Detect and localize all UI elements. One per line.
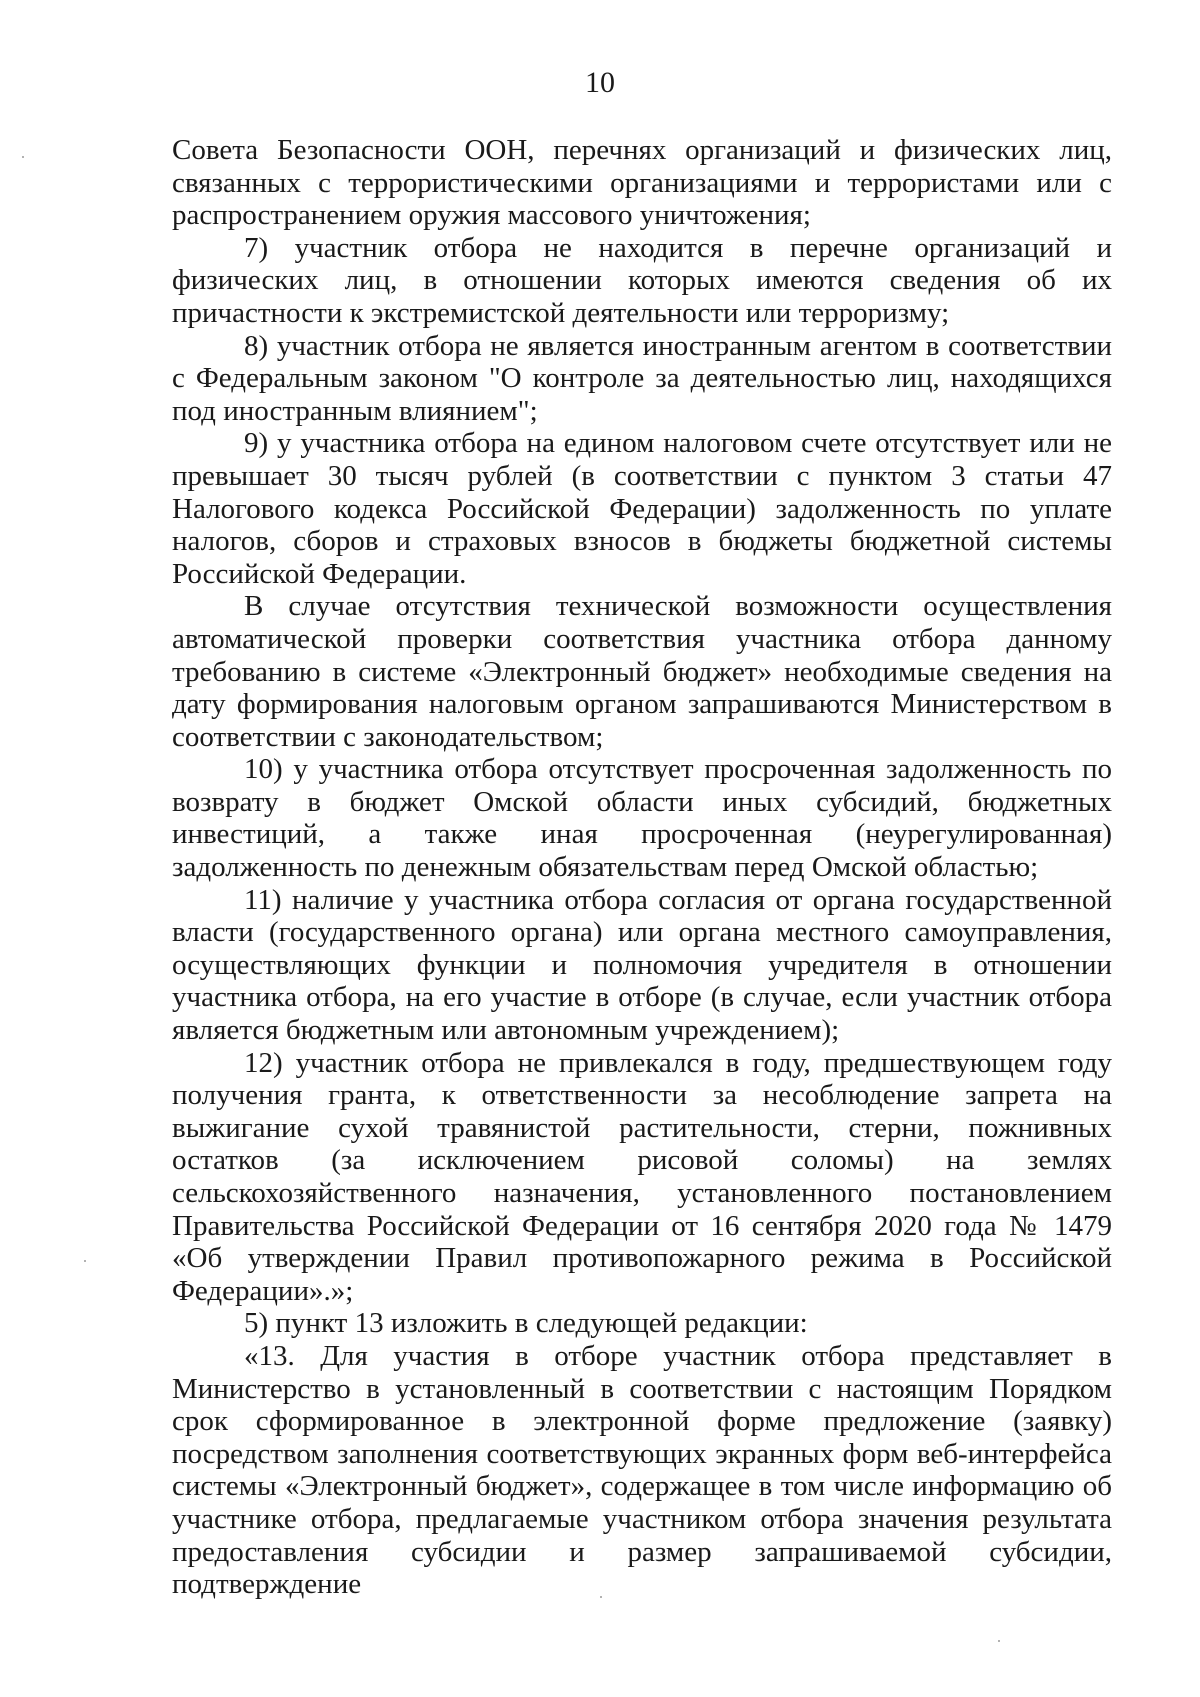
paragraph-item-9-note: В случае отсутствия технической возможности осуществления автоматической проверки соответствия участника отбора данному требованию в системе «Электронный бюджет» необходимые сведения на дату формирования налоговым органом запрашиваются Министерством в соответствии с законодательством;: [172, 590, 1112, 753]
paragraph-item-9: 9) у участника отбора на едином налоговом счете отсутствует или не превышает 30 тысяч рублей (в соответствии с пунктом 3 статьи 47 Налогового кодекса Российской Федерации) задолженность по уплате налогов, сборов и страховых взносов в бюджеты бюджетной системы Российской Федерации.: [172, 427, 1112, 590]
scan-speck: [998, 1640, 1000, 1642]
paragraph-item-10: 10) у участника отбора отсутствует просроченная задолженность по возврату в бюджет Омской области иных субсидий, бюджетных инвестиций, а также иная просроченная (неурегулированная) задолженность по денежным обязательствам перед Омской областью;: [172, 753, 1112, 884]
paragraph-item-11: 11) наличие у участника отбора согласия от органа государственной власти (государственного органа) или органа местного самоуправления, осуществляющих функции и полномочия учредителя в отношении участника отбора, на его участие в отборе (в случае, если участник отбора является бюджетным или автономным учреждением);: [172, 883, 1112, 1047]
page-number: 10: [585, 66, 615, 99]
paragraph-clause-13: «13. Для участия в отборе участник отбора представляет в Министерство в установленный в соответствии с настоящим Порядком срок сформированное в электронной форме предложение (заявку) посредством заполнения соответствующих экранных форм веб-интерфейса системы «Электронный бюджет», содержащее в том числе информацию об участнике отбора, предлагаемые участником отбора значения результата предоставления субсидии и размер запрашиваемой субсидии, подтверждение: [172, 1339, 1112, 1601]
scan-speck: [600, 1596, 602, 1598]
paragraph-amendment-5: 5) пункт 13 изложить в следующей редакции:: [244, 1307, 808, 1340]
paragraph-item-7: 7) участник отбора не находится в перечне организаций и физических лиц, в отношении которых имеются сведения об их причастности к экстремистской деятельности или терроризму;: [172, 231, 1112, 329]
paragraph-item-12: 12) участник отбора не привлекался в году, предшествующем году получения гранта, к ответственности за несоблюдение запрета на выжигание сухой травянистой растительности, стерни, пожнивных остатков (за исключением рисовой соломы) на землях сельскохозяйственного назначения, установленного постановлением Правительства Российской Федерации от 16 сентября 2020 года № 1479 «Об утверждении Правил противопожарного режима в Российской Федерации».»;: [172, 1046, 1112, 1307]
scan-speck: [22, 156, 24, 158]
document-body: [172, 134, 1112, 1601]
paragraph-item-8: 8) участник отбора не является иностранным агентом в соответствии с Федеральным законом "О контроле за деятельностью лиц, находящихся под иностранным влиянием";: [172, 329, 1112, 427]
scan-speck: [84, 1260, 86, 1262]
paragraph-continuation: Совета Безопасности ООН, перечнях организаций и физических лиц, связанных с террористическими организациями и террористами или с распространением оружия массового уничтожения;: [172, 134, 1112, 232]
